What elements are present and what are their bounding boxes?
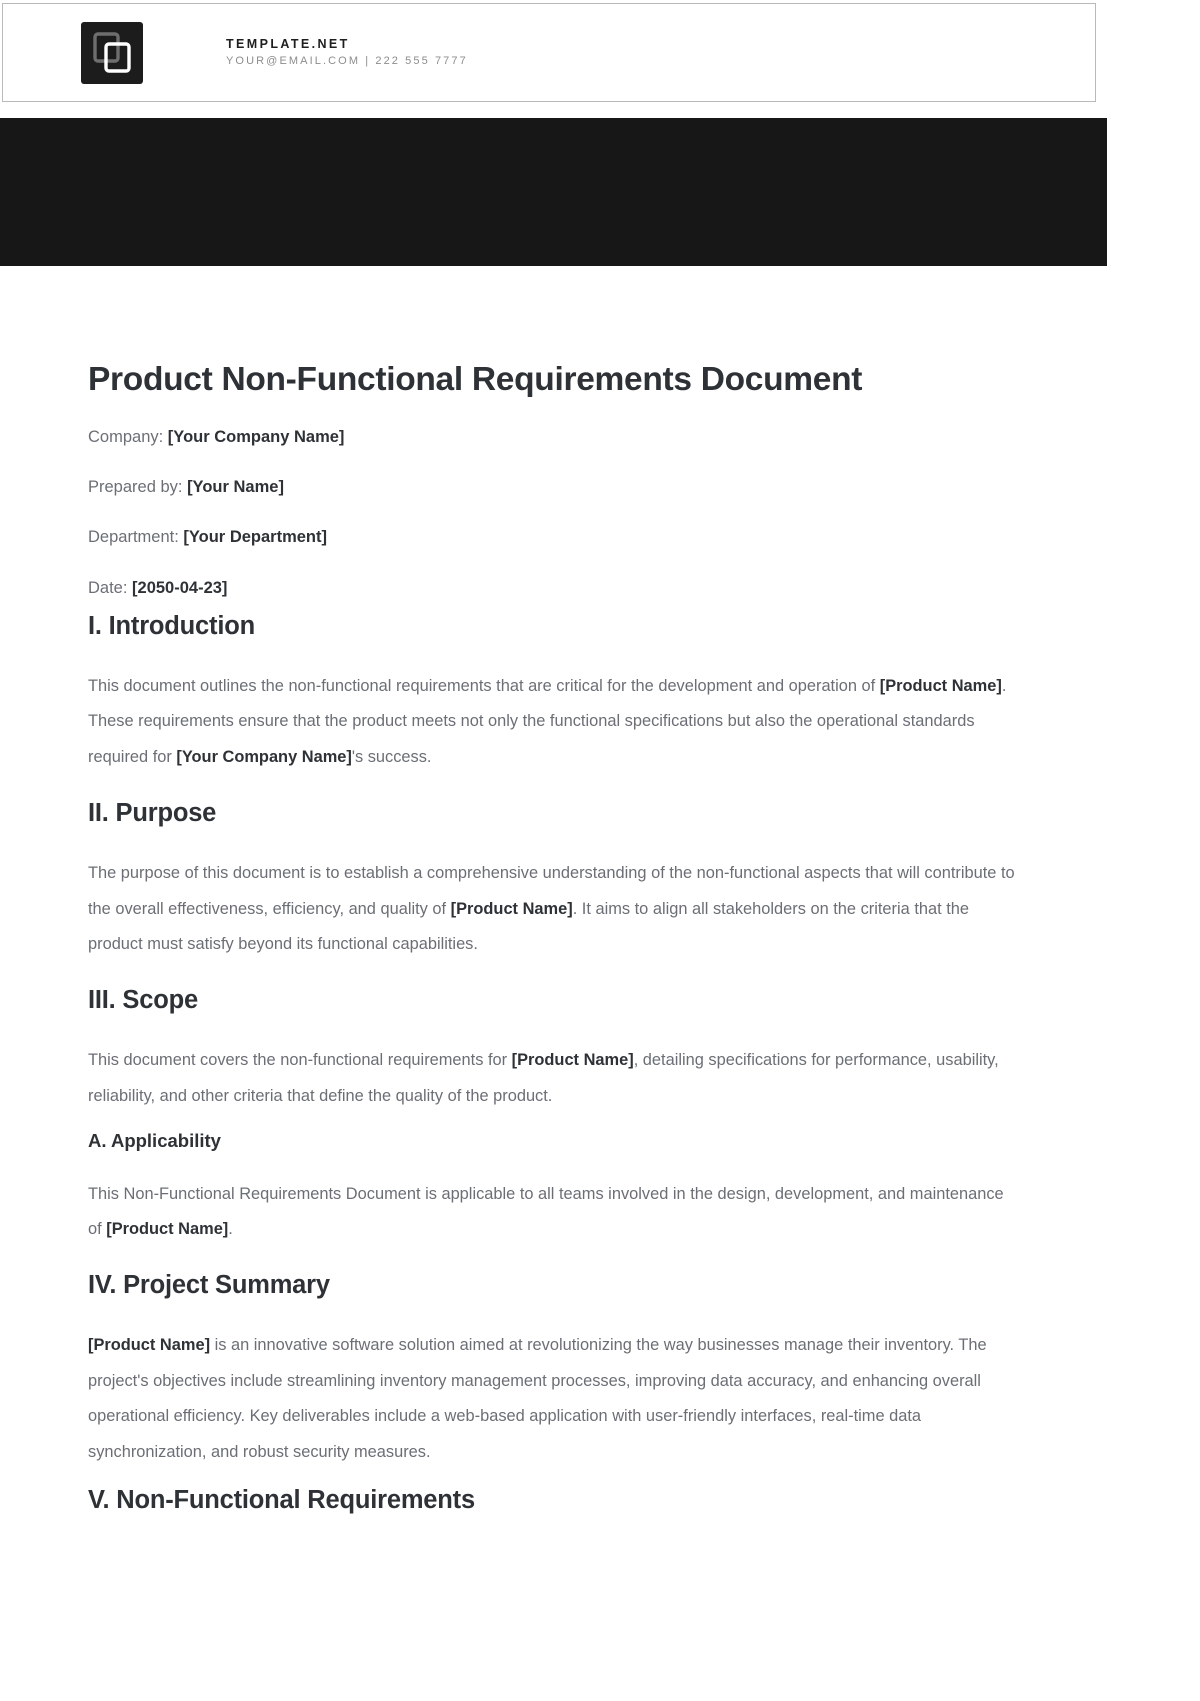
meta-date-label: Date: xyxy=(88,578,133,597)
intro-text-1: This document outlines the non-functional requirements that are critical for the development and operation of xyxy=(88,676,880,695)
scope-text-2: , detailing specifications for performance, usability, reliability, and other criteria that define the quality of the product. xyxy=(88,1050,999,1105)
subsection-heading-applicability: A. Applicability xyxy=(88,1129,221,1151)
section-paragraph-project-summary xyxy=(88,1328,1020,1471)
scope-placeholder-product: [Product Name] xyxy=(511,1050,634,1069)
brand-contact: YOUR@EMAIL.COM | 222 555 7777 xyxy=(226,54,468,67)
intro-placeholder-product: [Product Name] xyxy=(879,676,1002,695)
meta-company-label: Company: xyxy=(88,428,168,447)
meta-prepared-by-label: Prepared by: xyxy=(88,478,188,497)
section-heading-scope: III. Scope xyxy=(88,986,198,1015)
brand-text-block xyxy=(226,38,468,67)
summary-placeholder-product: [Product Name] xyxy=(88,1335,211,1354)
meta-company-value: [Your Company Name] xyxy=(167,428,345,447)
summary-text-1: is an innovative software solution aimed at revolutionizing the way businesses manage their inventory. The project's objectives include streamlining inventory management processes, improving data accuracy, and enhancing overall operational efficiency. Key deliverables include a web-based application with user-friendly interfaces, real-time data synchronization, and robust security measures. xyxy=(88,1335,987,1462)
intro-text-3: 's success. xyxy=(351,748,432,767)
intro-placeholder-company: [Your Company Name] xyxy=(176,748,352,767)
purpose-text-1: The purpose of this document is to establish a comprehensive understanding of the non-functional aspects that will contribute to the overall effectiveness, efficiency, and quality of xyxy=(88,863,1015,918)
meta-department xyxy=(88,528,1020,546)
section-paragraph-scope xyxy=(88,1043,1020,1115)
subsection-paragraph-applicability xyxy=(88,1177,1020,1249)
letterhead-header xyxy=(2,3,1096,102)
section-heading-project-summary: IV. Project Summary xyxy=(88,1271,330,1300)
applicability-text-2: . xyxy=(228,1220,233,1239)
brand-name: TEMPLATE.NET xyxy=(226,37,350,52)
intro-text-2: . These requirements ensure that the product meets not only the functional specifications but also the operational standards required for xyxy=(88,676,1007,767)
meta-department-label: Department: xyxy=(88,528,184,547)
meta-date xyxy=(88,579,1020,597)
purpose-text-2: . It aims to align all stakeholders on the criteria that the product must satisfy beyond its functional capabilities. xyxy=(88,899,970,954)
scope-text-1: This document covers the non-functional requirements for xyxy=(88,1050,512,1069)
banner-band xyxy=(0,118,1107,266)
section-paragraph-purpose xyxy=(88,856,1020,963)
meta-department-value: [Your Department] xyxy=(183,528,327,547)
section-paragraph-introduction xyxy=(88,669,1020,776)
purpose-placeholder-product: [Product Name] xyxy=(450,899,573,918)
meta-prepared-by xyxy=(88,478,1020,496)
meta-company xyxy=(88,428,1020,446)
applicability-placeholder-product: [Product Name] xyxy=(106,1220,229,1239)
section-heading-introduction: I. Introduction xyxy=(88,611,255,640)
section-heading-non-functional-requirements: V. Non-Functional Requirements xyxy=(88,1486,475,1515)
page-title: Product Non-Functional Requirements Document xyxy=(88,361,863,398)
meta-date-value: [2050-04-23] xyxy=(132,578,228,597)
section-heading-purpose: II. Purpose xyxy=(88,798,217,827)
overlapping-squares-logo-icon xyxy=(81,22,143,84)
document-body xyxy=(88,360,1020,1543)
meta-prepared-by-value: [Your Name] xyxy=(187,478,284,497)
applicability-text-1: This Non-Functional Requirements Document is applicable to all teams involved in the design, development, and maintenance of xyxy=(88,1184,1004,1239)
